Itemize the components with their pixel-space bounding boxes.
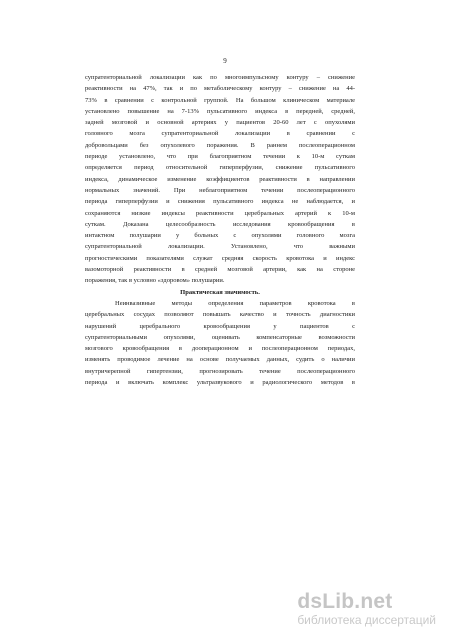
text-line: прогностическими показателями служат средняя скорость кровотока и индекс [85,254,355,262]
text-line: сохраняются низкие индексы реактивности церебральных артерий к 10-м [85,209,355,217]
text-line: интактном полушарии у больных с опухолями головного мозга [85,232,355,240]
text-line: мозгового кровообращения в дооперационном и послеоперационном периодах, [85,345,355,353]
text-line: периода и включать комплекс ультразвукового и радиологического методов в [85,379,355,387]
text-line: изменять проводимое лечение на основе получаемых данных, судить о наличии [85,356,355,364]
text-line: реактивности на 47%, так и по метаболическому контуру – снижение на 44- [85,85,355,93]
text-line: нарушений церебрального кровообращения у пациентов с [85,322,355,330]
text-line: вазомоторной реактивности в средней мозговой артерии, как на стороне [85,266,355,274]
text-line: задней мозговой и основной артериях у пациентов 20-60 лет с опухолями [85,119,355,127]
text-line: периоде установлено, что при благоприятном течении к 10-м суткам [85,153,355,161]
text-line: 73% в сравнении с контрольной группой. На большом клиническом материале [85,96,355,104]
text-line: поражения, так в условно «здоровом» полушарии. [85,277,225,285]
text-line: индекса, динамическое изменение коэффициентов реактивности в направлении [85,175,355,183]
text-line: определяется период относительной гиперперфузии, снижение пульсативного [85,164,355,172]
text-line: периода гиперперфузии и снижения пульсативного индекса не наблюдается, и [85,198,355,206]
text-line: установлено повышение на 7-13% пульсативного индекса в передней, средней, [85,107,355,115]
watermark-logo: dsLib.net [297,590,393,613]
watermark-subtitle: библиотека диссертаций [297,613,436,627]
body-text [85,72,355,388]
page-number: 9 [223,57,227,65]
text-line: добровольцами без опухолевого поражения. В раннем послеоперационном [85,141,355,149]
text-line: Неинвазивные методы определения параметров кровотока в [115,299,355,307]
text-line: нормальных значений. При неблагоприятном течении послеоперационного [85,186,355,194]
text-line: супратенториальной локализации как по многоимпульсному контуру – снижение [85,74,355,81]
text-line: церебральных сосудах позволяют повышать качество и точность диагностики [85,311,355,319]
watermark [297,591,436,627]
text-line: супратенториальной локализации. Установлено, что важными [85,243,355,251]
section-heading: Практическая значимость. [180,288,260,296]
text-line: головного мозга супратенториальной локализации в сравнении с [85,130,355,138]
text-line: внутричерепной гипертензии, прогнозировать течение послеоперационного [85,367,355,375]
text-line: супратенториальными опухолями, оценивать компенсаторные возможности [85,333,355,341]
text-line: суткам. Доказана целесообразность исследования кровообращения в [85,220,355,228]
